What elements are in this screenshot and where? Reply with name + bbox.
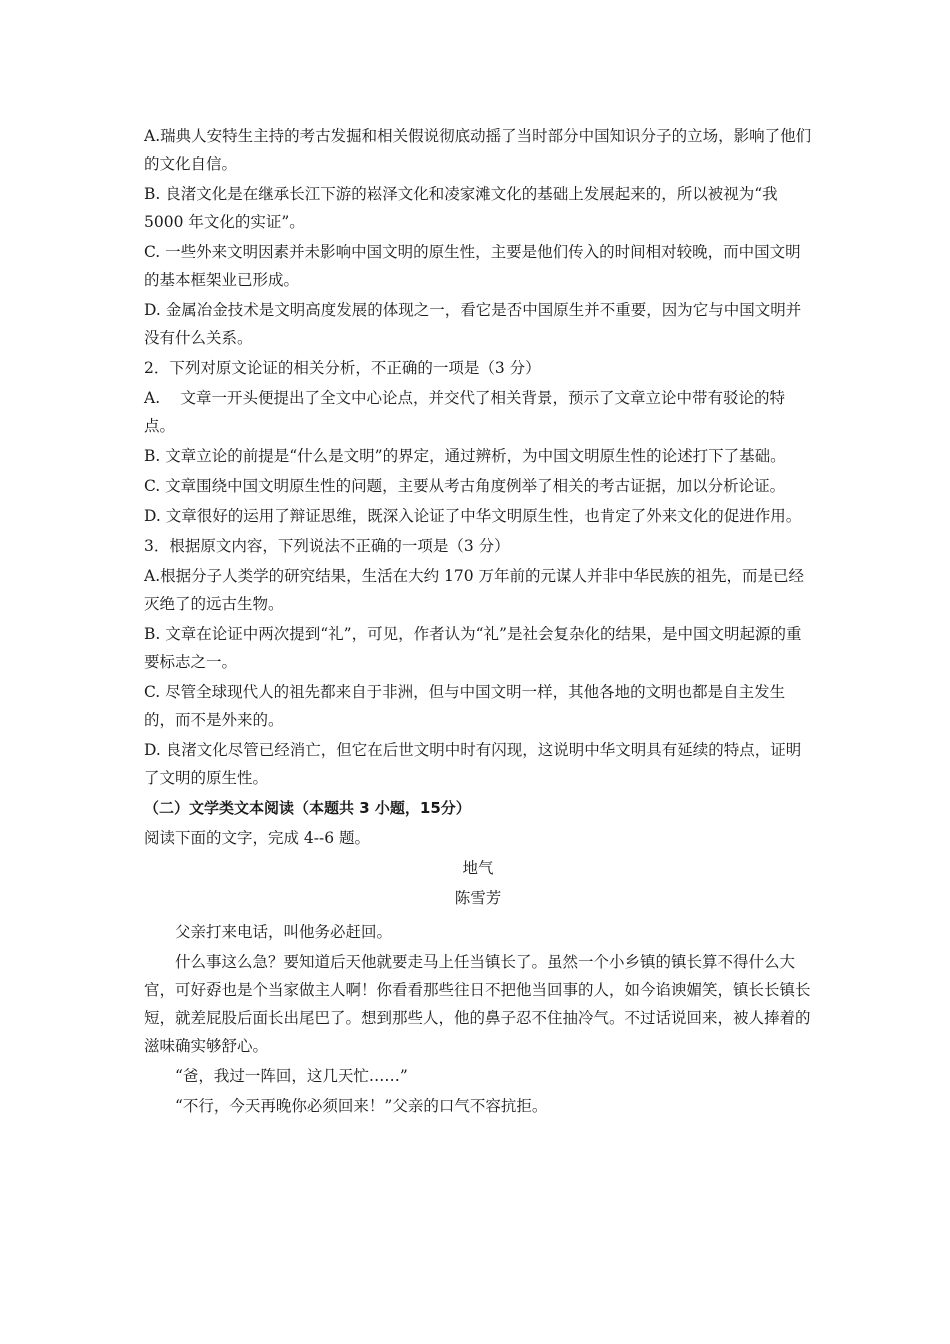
q1-option-c: C. 一些外来文明因素并未影响中国文明的原生性，主要是他们传入的时间相对较晚，而中国文明的基本框架业已形成。: [144, 243, 801, 289]
q3-option-d: D. 良渚文化尽管已经消亡，但它在后世文明中时有闪现，这说明中华文明具有延续的特点，证明了文明的原生性。: [144, 741, 802, 787]
q2-option-c: C. 文章围绕中国文明原生性的问题，主要从考古角度例举了相关的考古证据，加以分析论证。: [144, 477, 786, 495]
story-paragraph: “爸，我过一阵回，这几天忙……”: [175, 1067, 408, 1085]
q1-option-b: B. 良渚文化是在继承长江下游的崧泽文化和凌家滩文化的基础上发展起来的，所以被视为“我 5000 年文化的实证”。: [144, 185, 778, 231]
story-paragraph: “不行，今天再晚你必须回来！”父亲的口气不容抗拒。: [175, 1097, 548, 1115]
story-paragraph: 什么事这么急？要知道后天他就要走马上任当镇长了。虽然一个小乡镇的镇长算不得什么大官，可好孬也是个当家做主人啊！你看看那些往日不把他当回事的人，如今谄谀媚笑，镇长长镇长短，就差屁股后面长出尾巴了。想到那些人，他的鼻子忍不住抽冷气。不过话说回来，被人捧着的滋味确实够舒心。: [144, 953, 811, 1055]
document-body: [144, 122, 812, 1122]
story-paragraph: 父亲打来电话，叫他务必赶回。: [175, 923, 393, 941]
q2-option-d: D. 文章很好的运用了辩证思维，既深入论证了中华文明原生性，也肯定了外来文化的促进作用。: [144, 507, 802, 525]
q2-option-a: A. 文章一开头便提出了全文中心论点，并交代了相关背景，预示了文章立论中带有驳论的特点。: [144, 389, 786, 435]
story-title: 地气: [462, 859, 494, 877]
q3-option-a: A.根据分子人类学的研究结果，生活在大约 170 万年前的元谋人并非中华民族的祖先，而是已经灭绝了的远古生物。: [144, 567, 805, 613]
section-instruction: 阅读下面的文字，完成 4--6 题。: [144, 829, 371, 847]
q1-option-a: A.瑞典人安特生主持的考古发掘和相关假说彻底动摇了当时部分中国知识分子的立场，影响了他们的文化自信。: [144, 127, 812, 173]
q2-option-b: B. 文章立论的前提是“什么是文明”的界定，通过辨析，为中国文明原生性的论述打下了基础。: [144, 447, 786, 465]
section-heading: （二）文学类文本阅读（本题共 3 小题，15分）: [144, 799, 471, 817]
q2-stem: 2．下列对原文论证的相关分析，不正确的一项是（3 分）: [144, 359, 541, 377]
q1-option-d: D. 金属冶金技术是文明高度发展的体现之一，看它是否中国原生并不重要，因为它与中国文明并没有什么关系。: [144, 301, 802, 347]
story-author: 陈雪芳: [454, 889, 502, 907]
q3-option-b: B. 文章在论证中两次提到“礼”，可见，作者认为“礼”是社会复杂化的结果，是中国文明起源的重要标志之一。: [144, 625, 802, 671]
q3-stem: 3．根据原文内容，下列说法不正确的一项是（3 分）: [144, 537, 510, 555]
q3-option-c: C. 尽管全球现代人的祖先都来自于非洲，但与中国文明一样，其他各地的文明也都是自主发生的，而不是外来的。: [144, 683, 786, 729]
